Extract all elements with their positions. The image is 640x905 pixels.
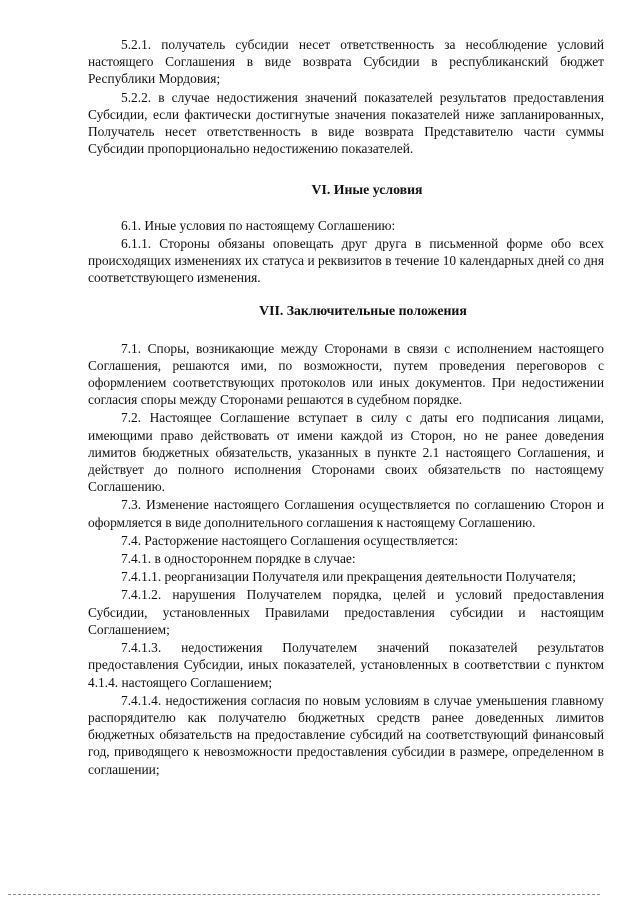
paragraph-7-4-1: 7.4.1. в одностороннем порядке в случае: <box>121 551 356 567</box>
paragraph-7-4-1-2: 7.4.1.2. нарушения Получателем порядка, целей и условий предоставления Субсидии, установленных Правилами предоставления субсидии и настоящим Соглашением; <box>88 587 604 637</box>
paragraph-7-4-1-3: 7.4.1.3. недостижения Получателем значений показателей результатов предоставления Субсидии, иных показателей, установленных в соответствии с пунктом 4.1.4. настоящего Соглашением; <box>88 640 604 690</box>
paragraph-7-3: 7.3. Изменение настоящего Соглашения осуществляется по соглашению Сторон и оформляется в виде дополнительного соглашения к настоящему Соглашению. <box>88 497 604 530</box>
section-7-heading: VII. Заключительные положения <box>259 303 467 319</box>
paragraph-6-1: 6.1. Иные условия по настоящему Соглашению: <box>121 217 396 233</box>
paragraph-6-1-1: 6.1.1. Стороны обязаны оповещать друг друга в письменной форме обо всех происходящих изменениях их статуса и реквизитов в течение 10 календарных дней со дня соответствующего изменения. <box>88 235 604 286</box>
section-6-heading: VI. Иные условия <box>311 182 423 198</box>
paragraph-7-2: 7.2. Настоящее Соглашение вступает в силу с даты его подписания лицами, имеющими право действовать от имени каждой из Сторон, но не ранее доведения лимитов бюджетных обязательств, указанных в пункте 2.1 настоящего Соглашения, и действует до полного исполнения Сторонами своих обязательств по настоящему Соглашению. <box>88 410 604 495</box>
paragraph-7-4: 7.4. Расторжение настоящего Соглашения осуществляется: <box>121 532 459 548</box>
document-page <box>88 36 604 779</box>
paragraph-7-4-1-1: 7.4.1.1. реорганизации Получателя или прекращения деятельности Получателя; <box>121 569 576 585</box>
paragraph-7-1: 7.1. Споры, возникающие между Сторонами в связи с исполнением настоящего Соглашения, решаются ими, по возможности, путем проведения переговоров с оформлением соответствующих протоколов или иных документов. При недостижении согласия споры между Сторонами решаются в судебном порядке. <box>88 340 604 408</box>
paragraph-5-2-1: 5.2.1. получатель субсидии несет ответственность за несоблюдение условий настоящего Соглашения в виде возврата Субсидии в республиканский бюджет Республики Мордовия; <box>88 37 604 87</box>
paragraph-5-2-2: 5.2.2. в случае недостижения значений показателей результатов предоставления Субсидии, если фактически достигнутые значения показателей ниже запланированных, Получатель несет ответственность в виде возврата Представителю части суммы Субсидии пропорционально недостижению показателей. <box>88 89 604 157</box>
paragraph-7-4-1-4: 7.4.1.4. недостижения согласия по новым условиям в случае уменьшения главному распорядителю как получателю бюджетных средств ранее доведенных лимитов бюджетных обязательств на предоставление субсидий на соответствующий финансовый год, приводящего к невозможности предоставления субсидии в размере, определенном в соглашении; <box>88 692 604 777</box>
page-bottom-divider <box>8 894 600 895</box>
